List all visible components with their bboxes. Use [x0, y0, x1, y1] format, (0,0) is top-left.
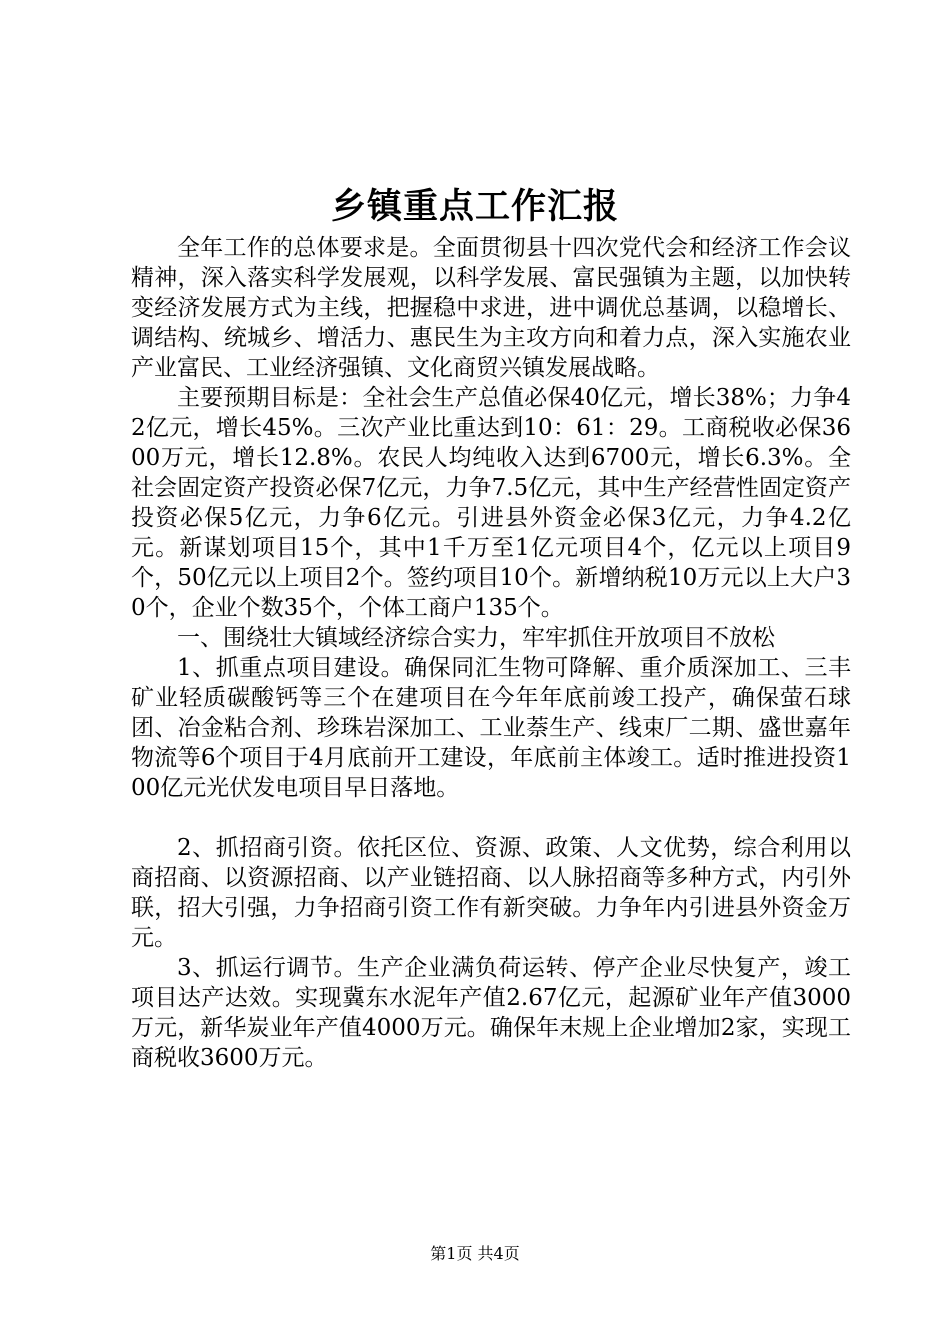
page-footer: 第1页 共4页	[430, 1244, 520, 1263]
document-body	[131, 233, 851, 1073]
paragraph-operation-adjustment: 3、抓运行调节。生产企业满负荷运转、停产企业尽快复产，竣工项目达产达效。实现冀东水泥年产值2.67亿元，起源矿业年产值3000万元，新华炭业年产值4000万元。确保年末规上企业增加2家，实现工商税收3600万元。	[131, 955, 851, 1071]
section-heading-1: 一、围绕壮大镇域经济综合实力，牢牢抓住开放项目不放松	[177, 625, 775, 651]
paragraph-investment-attraction: 2、抓招商引资。依托区位、资源、政策、人文优势，综合利用以商招商、以资源招商、以产业链招商、以人脉招商等多种方式，内引外联，招大引强，力争招商引资工作有新突破。力争年内引进县外资金万元。	[131, 835, 851, 951]
paragraph-key-projects: 1、抓重点项目建设。确保同汇生物可降解、重介质深加工、三丰矿业轻质碳酸钙等三个在建项目在今年年底前竣工投产，确保萤石球团、冶金粘合剂、珍珠岩深加工、工业萘生产、线束厂二期、盛世嘉年物流等6个项目于4月底前开工建设，年底前主体竣工。适时推进投资100亿元光伏发电项目早日落地。	[131, 655, 851, 801]
paragraph-general-requirements: 全年工作的总体要求是。全面贯彻县十四次党代会和经济工作会议精神，深入落实科学发展观，以科学发展、富民强镇为主题，以加快转变经济发展方式为主线，把握稳中求进，进中调优总基调，以稳增长、调结构、统城乡、增活力、惠民生为主攻方向和着力点，深入实施农业产业富民、工业经济强镇、文化商贸兴镇发展战略。	[131, 235, 851, 381]
paragraph-expected-targets: 主要预期目标是：全社会生产总值必保40亿元，增长38%；力争42亿元，增长45%。三次产业比重达到10：61：29。工商税收必保3600万元，增长12.8%。农民人均纯收入达到6700元，增长6.3%。全社会固定资产投资必保7亿元，力争7.5亿元，其中生产经营性固定资产投资必保5亿元，力争6亿元。引进县外资金必保3亿元，力争4.2亿元。新谋划项目15个，其中1千万至1亿元项目4个，亿元以上项目9个，50亿元以上项目2个。签约项目10个。新增纳税10万元以上大户30个，企业个数35个，个体工商户135个。	[131, 385, 851, 621]
document-title: 乡镇重点工作汇报	[330, 186, 619, 227]
